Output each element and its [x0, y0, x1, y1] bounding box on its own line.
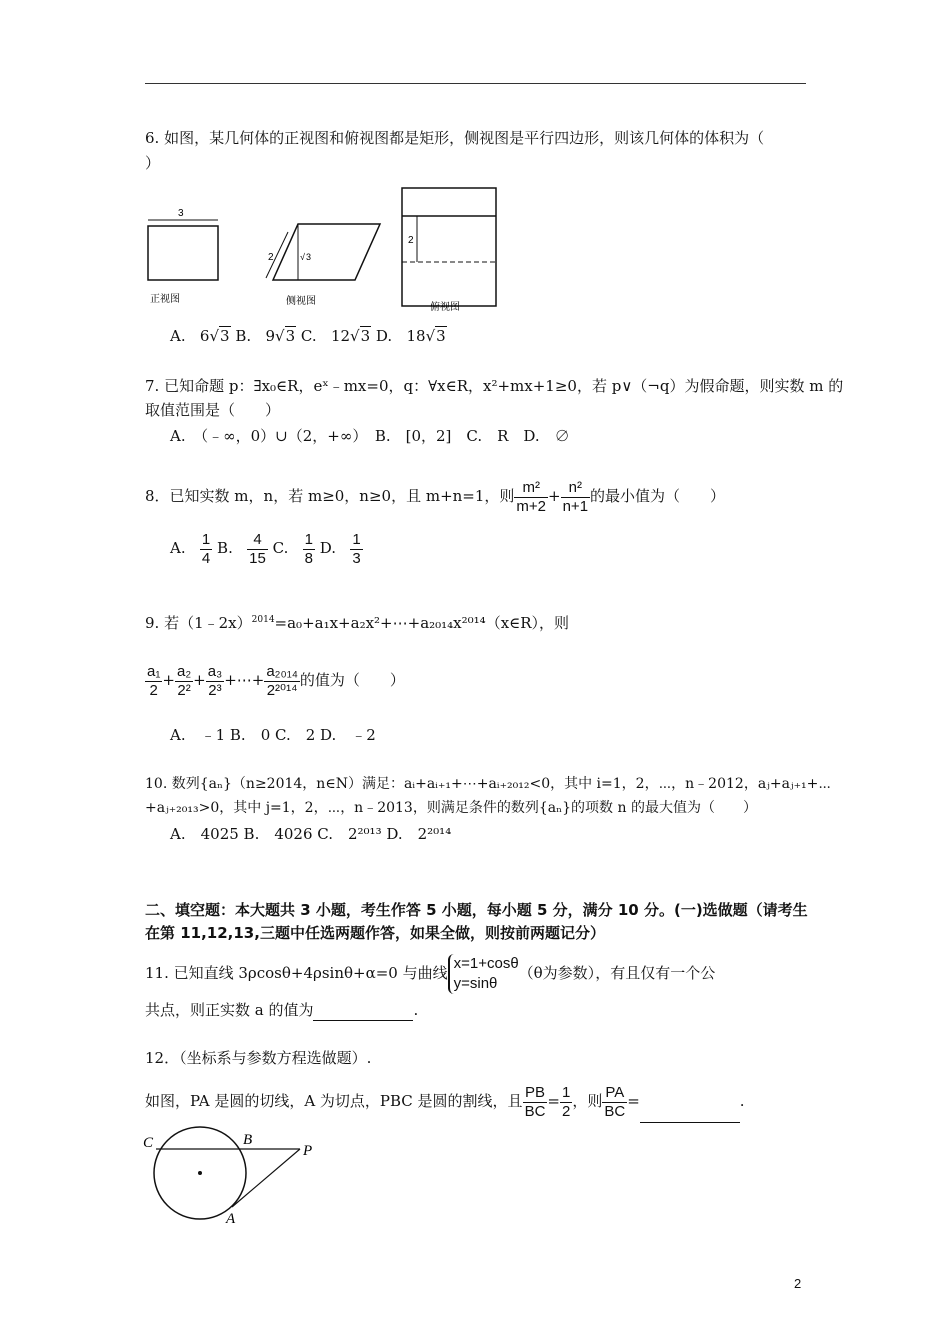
svg-text:√: √ — [300, 252, 305, 262]
q10-line2: +aⱼ₊₂₀₁₃>0，其中 j=1，2，⋯，n﹣2013，则满足条件的数列{aₙ}的项数 n 的最大值为（ ） — [145, 800, 757, 816]
q11-equation-system: x=1+cosθ y=sinθ — [448, 954, 519, 994]
side-view-root: 3 — [306, 252, 312, 262]
q12-circle-figure — [140, 1125, 330, 1225]
header-rule — [145, 83, 806, 84]
q6-options: A. 6√3 B. 9√3 C. 12√3 D. 18√3 — [170, 327, 446, 345]
side-view-label: 侧视图 — [286, 296, 316, 307]
q12-stem: 如图，PA 是圆的切线，A 为切点，PBC 是圆的割线，且 $\frac{PB}{BC}$ = $\frac{1}{2}$ ，则 $\frac{PA}{BC}$ = . — [145, 1080, 745, 1123]
q11-line2: 共点，则正实数 a 的值为 . — [145, 1001, 419, 1019]
point-p-label: P — [303, 1143, 313, 1159]
section2-heading-line2: 在第 11,12,13,三题中任选两题作答，如果全做，则按前两题记分） — [145, 924, 605, 942]
q10-line1: 10. 数列{aₙ}（n≥2014，n∈N）满足：aᵢ+aᵢ₊₁+⋯+aᵢ₊₂₀₁₂<0，其中 i=1，2，⋯，n﹣2012，aⱼ+aⱼ₊₁+⋯ — [145, 776, 831, 792]
q11-stem: 11. 已知直线 3ρcosθ+4ρsinθ+α=0 与曲线 x=1+cosθ y=sinθ （θ为参数），有且仅有一个公 — [145, 955, 716, 992]
point-a-label: A — [226, 1211, 236, 1225]
point-b-label: B — [243, 1132, 253, 1148]
q7-line1: 7. 已知命题 p：∃x₀∈R，eˣ﹣mx=0，q：∀x∈R，x²+mx+1≥0，若 p∨（¬q）为假命题，则实数 m 的 — [145, 377, 844, 395]
q6-text-end: ） — [145, 154, 161, 172]
q6-text: 6. 如图，某几何体的正视图和俯视图都是矩形，侧视图是平行四边形，则该几何体的体积为（ — [145, 129, 765, 147]
q9-line1: 9. 若（1﹣2x）$^{2014}$=a₀+a₁x+a₂x²+⋯+a₂₀₁₄x²⁰¹⁴（x∈R），则 — [145, 614, 570, 632]
q6-three-views-figure — [140, 180, 510, 320]
q12-answer-blank[interactable] — [640, 1080, 740, 1123]
q11-answer-blank[interactable] — [313, 1000, 413, 1021]
front-view-label: 正视图 — [150, 294, 180, 305]
page-number: 2 — [794, 1276, 802, 1291]
q9-options: A. ﹣1 B. 0 C. 2 D. ﹣2 — [170, 726, 376, 744]
q8-options: A. $\frac{1}{4}$ B. $\frac{4}{15}$ C. $\frac{1}{8}$ D. $\frac{1}{3}$ — [170, 530, 361, 567]
q9-expression: $\frac{\text{a₁}}{2}$ + $\frac{\text{a₂}}{\text{2²}}$ + $\frac{\text{a₃}}{\text{2³}}$ +⋯+ $\frac{\text{a₂₀₁₄}}{\text{2²⁰¹⁴}}$ 的值为（ ） — [147, 662, 405, 699]
point-c-label: C — [143, 1135, 154, 1151]
top-view-label: 俯视图 — [430, 302, 460, 313]
top-view-dimension: 2 — [408, 235, 414, 246]
side-view-dimension: 2 — [268, 252, 274, 263]
q8-stem: 8．已知实数 m，n，若 m≥0，n≥0，且 m+n=1，则 $\frac{\text{m²}}{m+2}$ + $\frac{\text{n²}}{n+1}$ 的最小值为（ ） — [145, 478, 726, 515]
q12-title: 12．（坐标系与参数方程选做题）. — [145, 1049, 372, 1067]
section2-heading-line1: 二、填空题：本大题共 3 小题，考生作答 5 小题，每小题 5 分，满分 10 分。(一)选做题（请考生 — [145, 901, 808, 919]
q10-options: A. 4025 B. 4026 C. 2²⁰¹³ D. 2²⁰¹⁴ — [170, 825, 452, 843]
q7-line2: 取值范围是（ ） — [145, 401, 281, 419]
front-view-dimension: 3 — [178, 208, 184, 219]
q7-options: A. （﹣∞，0）∪（2，+∞） B. [0，2] C. R D. ∅ — [170, 427, 570, 445]
